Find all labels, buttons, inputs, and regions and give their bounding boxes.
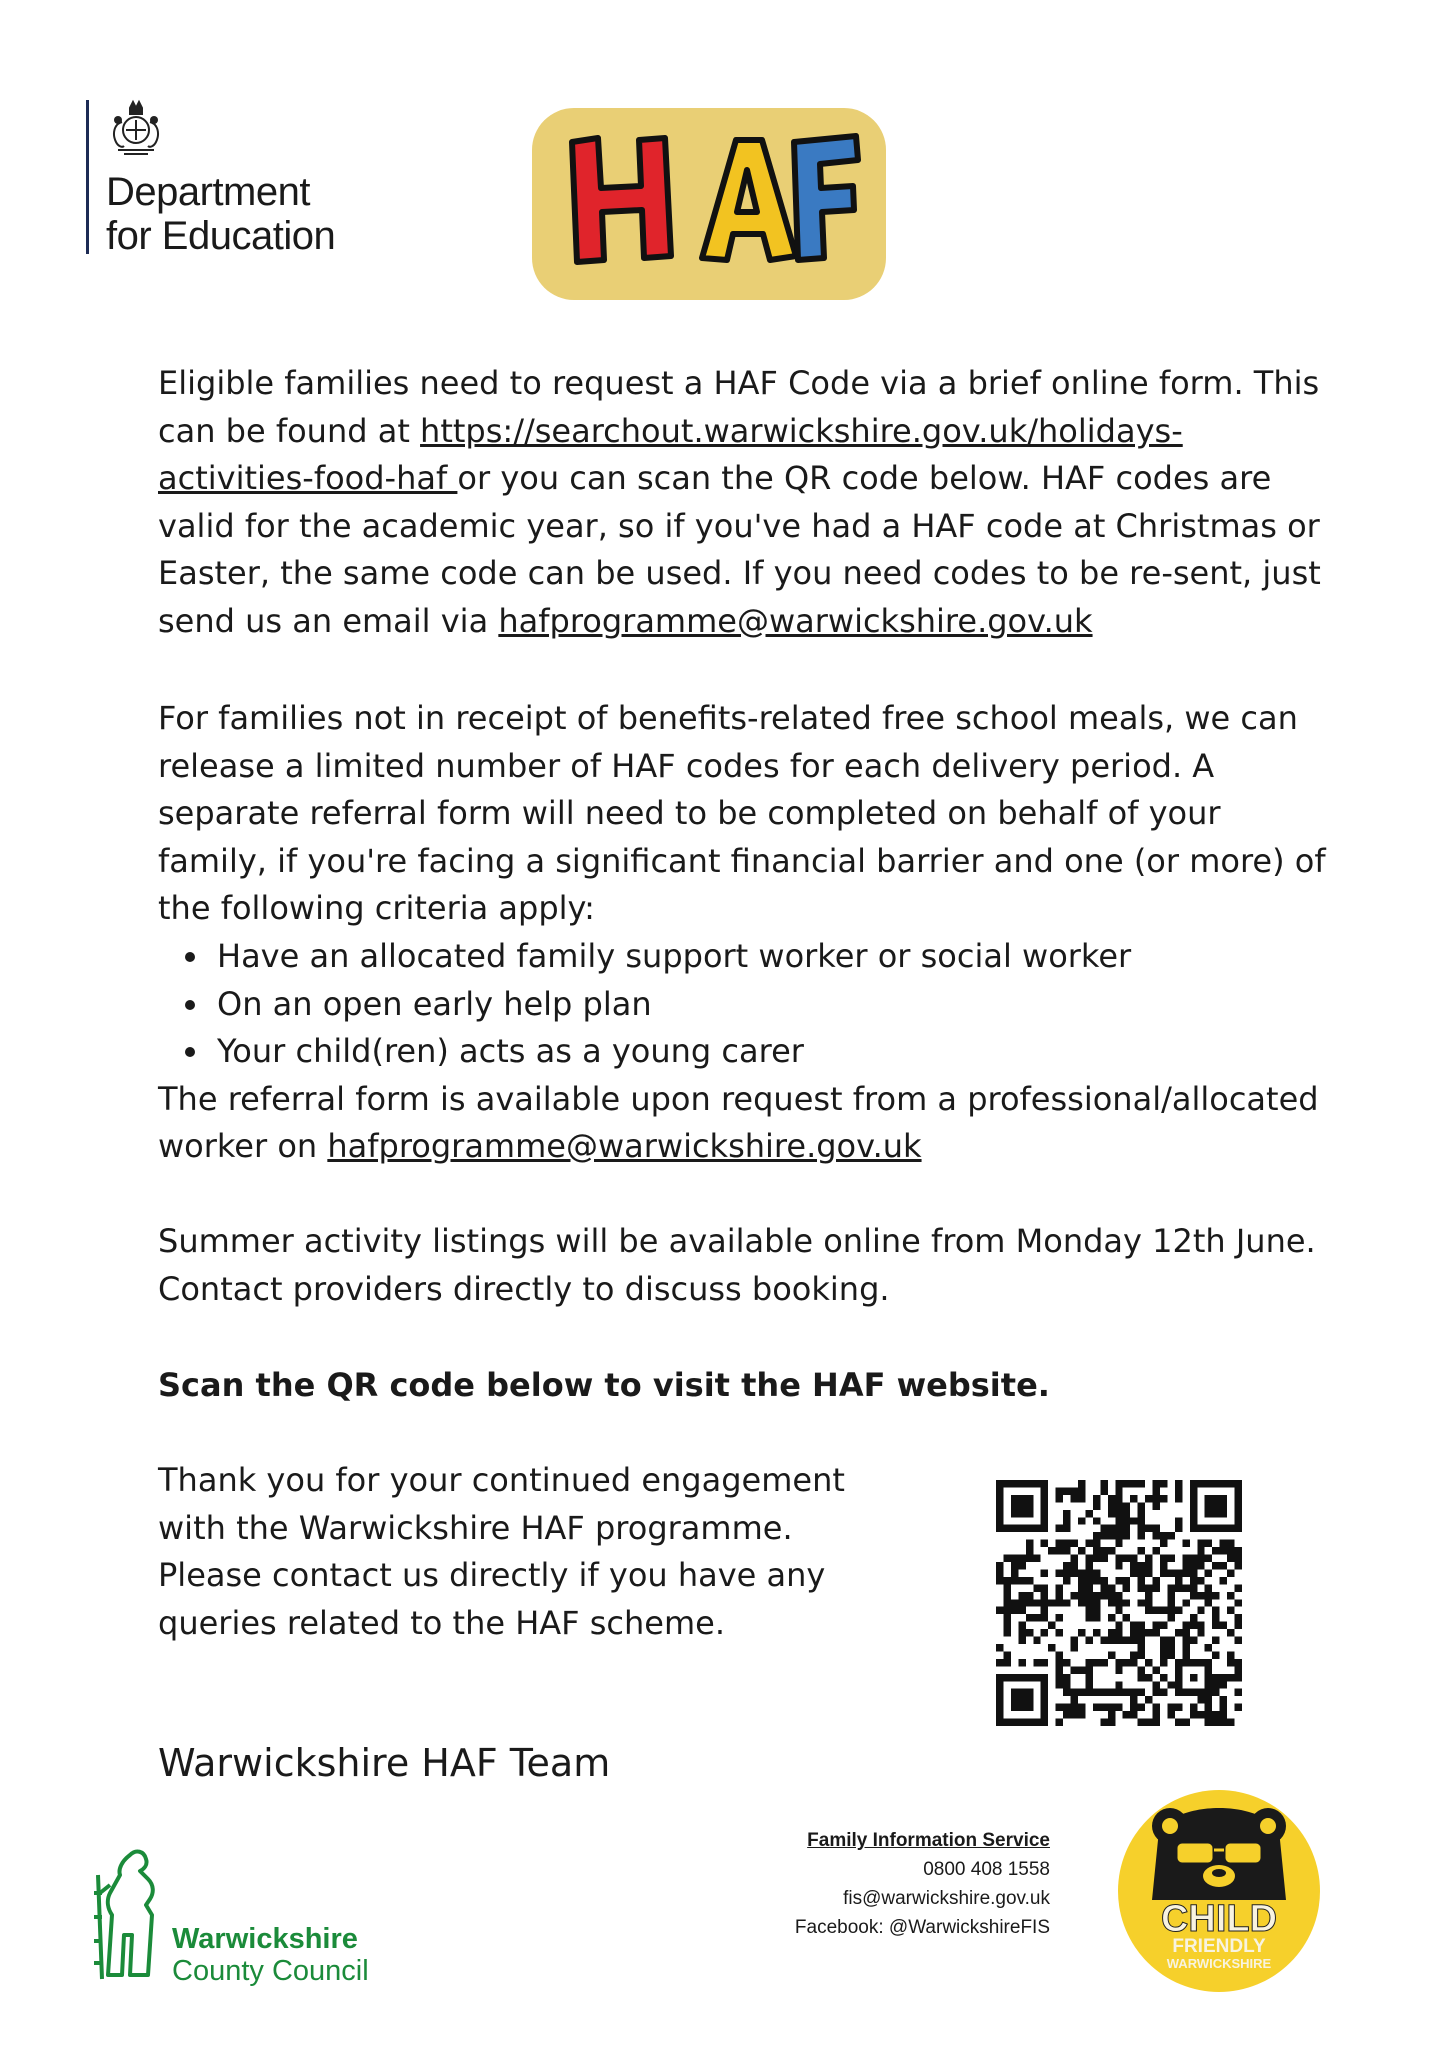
criteria-item: On an open early help plan: [158, 981, 1328, 1029]
referral-outro: The referral form is available upon request from a professional/allocated worker on: [158, 1079, 1319, 1166]
child-friendly-logo: [1118, 1790, 1320, 1992]
haf-letter-f: [794, 136, 858, 260]
criteria-list: [158, 933, 1328, 1076]
wcc-logo-line1: Warwickshire: [172, 1923, 358, 1955]
child-friendly-line2: FRIENDLY: [1172, 1936, 1266, 1957]
haf-letter-h: [572, 138, 671, 262]
child-friendly-line3: WARWICKSHIRE: [1166, 1956, 1272, 1971]
referral-email-link[interactable]: hafprogramme@warwickshire.gov.uk: [327, 1127, 922, 1166]
dfe-logo-bar: [86, 100, 89, 254]
dfe-logo: [86, 98, 386, 258]
paragraph-request-code: [158, 360, 1328, 646]
referral-intro: For families not in receipt of benefits-related free school meals, we can release a limited number of HAF codes for each delivery period. A separate referral form will need to be completed on behalf of your family, if you're facing a significant financial barrier and one (or more) of the following criteria apply:: [158, 699, 1326, 928]
haf-email-link[interactable]: hafprogramme@warwickshire.gov.uk: [498, 601, 1093, 640]
wcc-logo: [86, 1845, 416, 1985]
paragraph1-text-b: or you can scan the QR code below. HAF codes are valid for the academic year, so if you've had a HAF code at Christmas or Easter, the same code can be used. If you need codes to be re-sent, just send us an email via: [158, 459, 1321, 640]
paragraph1-text-a: Eligible families need to request a HAF Code via a brief online form. This can be found at: [158, 364, 1320, 450]
fis-phone: 0800 408 1558: [923, 1859, 1050, 1880]
bear-and-ragged-staff-icon: [86, 1845, 172, 1983]
haf-form-link[interactable]: https://searchout.warwickshire.gov.uk/holidays-activities-food-haf: [158, 411, 1183, 498]
fis-title: Family Information Service: [807, 1830, 1050, 1851]
signature: Warwickshire HAF Team: [158, 1741, 611, 1785]
paragraph-thank-you: Thank you for your continued engagement with the Warwickshire HAF programme. Please contact us directly if you have any queries related to the HAF scheme.: [158, 1461, 845, 1642]
fis-email: fis@warwickshire.gov.uk: [843, 1888, 1050, 1909]
fis-facebook: Facebook: @WarwickshireFIS: [794, 1917, 1050, 1938]
dfe-logo-line1: Department: [106, 170, 310, 214]
paragraph-summer-listings: Summer activity listings will be available online from Monday 12th June. Contact providers directly to discuss booking.: [158, 1222, 1316, 1308]
criteria-item: Your child(ren) acts as a young carer: [158, 1028, 1328, 1076]
qr-code[interactable]: [996, 1480, 1242, 1726]
haf-logo-letters: [532, 108, 886, 300]
royal-crest-icon: [104, 98, 168, 162]
fis-contact-block: [700, 1826, 1050, 1942]
paragraph-referral: [158, 695, 1328, 1171]
dfe-logo-line2: for Education: [106, 214, 336, 258]
paragraph-scan-qr: Scan the QR code below to visit the HAF website.: [158, 1366, 1050, 1404]
haf-letter-a: [702, 140, 796, 260]
wcc-logo-line2: County Council: [172, 1955, 369, 1987]
child-friendly-line1: CHILD: [1160, 1898, 1278, 1940]
haf-logo: [532, 108, 886, 300]
criteria-item: Have an allocated family support worker or social worker: [158, 933, 1328, 981]
